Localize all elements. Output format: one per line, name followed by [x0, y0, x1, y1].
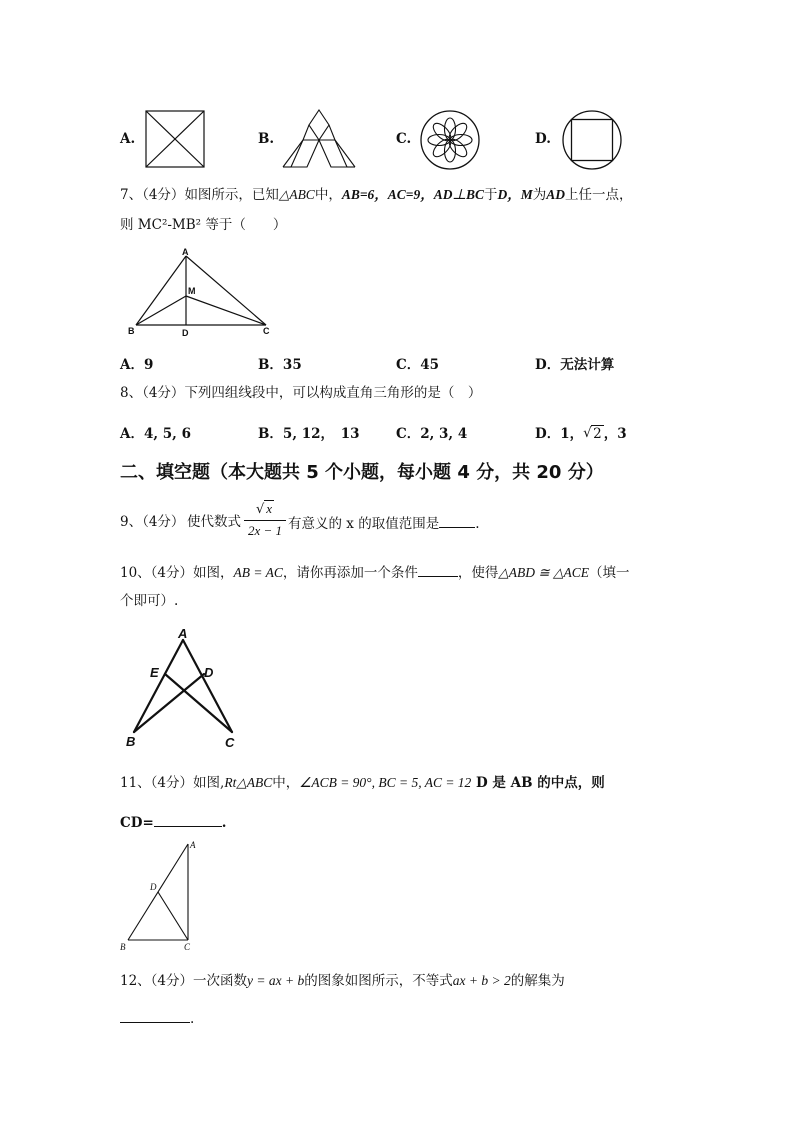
- q7-option-c: C．45: [396, 357, 440, 373]
- q7-text: 上任一点，: [565, 187, 633, 203]
- q7-text: 中，: [314, 187, 342, 203]
- q8-option-c: C．2, 3, 4: [396, 426, 468, 442]
- q7-option-a: A．9: [120, 357, 154, 373]
- q11-stem-line1: 11、（4分）如图,Rt△ABC中，∠ACB = 90°, BC = 5, AC = 12 D 是 AB 的中点，则: [120, 775, 605, 791]
- q9-text-b: 有意义的 x 的取值范围是 .: [288, 513, 480, 533]
- q11-label-d: D: [150, 882, 157, 892]
- q9-denominator: 2x − 1: [247, 523, 283, 538]
- q10-label-b: B: [126, 734, 136, 749]
- q11-number: 11、（4分）: [120, 775, 194, 791]
- q6-option-a-letter: A.: [120, 131, 136, 147]
- q7-math: AB=6，AC=9，AD⊥BC: [341, 187, 484, 202]
- q7-text: 如图所示，已知: [184, 187, 279, 203]
- q7-option-d: D．无法计算: [535, 357, 615, 373]
- q12-answer-blank[interactable]: [120, 1008, 190, 1023]
- q8-stem: [120, 384, 481, 402]
- q9-text-a: 使代数式: [187, 514, 241, 530]
- q7-label-b: B: [128, 326, 135, 336]
- q9-fraction: √ x 2x − 1: [244, 501, 286, 539]
- q7-text: 为: [532, 187, 547, 203]
- section-2-title: 二、填空题（本大题共 5 个小题，每小题 4 分，共 20 分）: [120, 462, 604, 483]
- q10-math: AB = AC: [233, 565, 283, 580]
- square-in-circle-icon: [561, 109, 623, 171]
- q8-option-b: B．5, 12， 13: [258, 426, 360, 442]
- q7-stem-line2: 则 MC²-MB² 等于（ ）: [120, 217, 287, 233]
- three-rhombus-icon: [282, 109, 356, 169]
- q10-label-c: C: [225, 735, 235, 750]
- q11-math: Rt△ABC: [224, 775, 273, 790]
- q12-math: ax + b > 2: [452, 973, 511, 988]
- q7-number: 7、（4分）: [120, 187, 185, 203]
- q10-label-a: A: [178, 626, 188, 641]
- q7-stem-line1: [120, 186, 633, 204]
- q7-math: D，M: [497, 187, 533, 202]
- q7-label-a: A: [182, 247, 189, 257]
- q11-label-c: C: [184, 942, 191, 952]
- q11-math: ∠ACB = 90°, BC = 5, AC = 12: [299, 775, 472, 790]
- q6-option-b-letter: B.: [258, 131, 275, 147]
- q7-label-c: C: [263, 326, 270, 336]
- q12-stem-line2: .: [120, 1008, 194, 1028]
- q7-math: △ABC: [278, 187, 315, 202]
- q10-stem-line2: 个即可）.: [120, 593, 179, 609]
- flower-in-circle-icon: [419, 109, 481, 171]
- q10-label-e: E: [150, 665, 159, 680]
- q11-answer-blank[interactable]: [154, 812, 222, 827]
- q12-math: y = ax + b: [247, 973, 305, 988]
- q7-text: 于: [484, 187, 498, 203]
- q8-number: 8、（4分）: [120, 385, 185, 401]
- q7-label-d: D: [182, 328, 189, 338]
- q10-label-d: D: [204, 665, 214, 680]
- q10-answer-blank[interactable]: [418, 562, 458, 577]
- q11-figure: [118, 838, 202, 954]
- square-with-diagonals-icon: [145, 110, 205, 168]
- q9-number: 9、（4分）: [120, 514, 185, 530]
- q8-text: 下列四组线段中，可以构成直角三角形的是（ ）: [184, 385, 482, 401]
- q7-math: AD: [546, 187, 566, 202]
- q6-option-d-letter: D.: [535, 131, 551, 147]
- q11-label-a: A: [190, 840, 196, 850]
- q9-answer-blank[interactable]: [439, 513, 475, 528]
- q7-label-m: M: [188, 286, 196, 296]
- q10-figure: [124, 626, 242, 750]
- q7-triangle-figure: [126, 248, 276, 340]
- q10-math: △ABD ≅ △ACE: [498, 565, 589, 580]
- sqrt-expression: √ 2: [583, 425, 602, 442]
- q7-option-b: B．35: [258, 357, 302, 373]
- q10-stem-line1: 10、（4分）如图，AB = AC，请你再添加一个条件 ，使得△ABD ≅ △ACE（填一: [120, 562, 629, 582]
- q10-number: 10、（4分）: [120, 565, 194, 581]
- q6-option-c-letter: C.: [396, 131, 412, 147]
- q11-label-b: B: [120, 942, 126, 952]
- q12-number: 12、（4分）: [120, 973, 194, 989]
- q12-stem-line1: 12、（4分）一次函数y = ax + b的图象如图所示，不等式ax + b > 2的解集为: [120, 973, 565, 989]
- q8-option-d: D．1， √ 2 ，3: [535, 425, 627, 442]
- q11-stem-line2: CD= .: [120, 812, 226, 832]
- q9-numerator: x: [266, 501, 273, 516]
- q8-option-a: A．4, 5, 6: [120, 426, 191, 442]
